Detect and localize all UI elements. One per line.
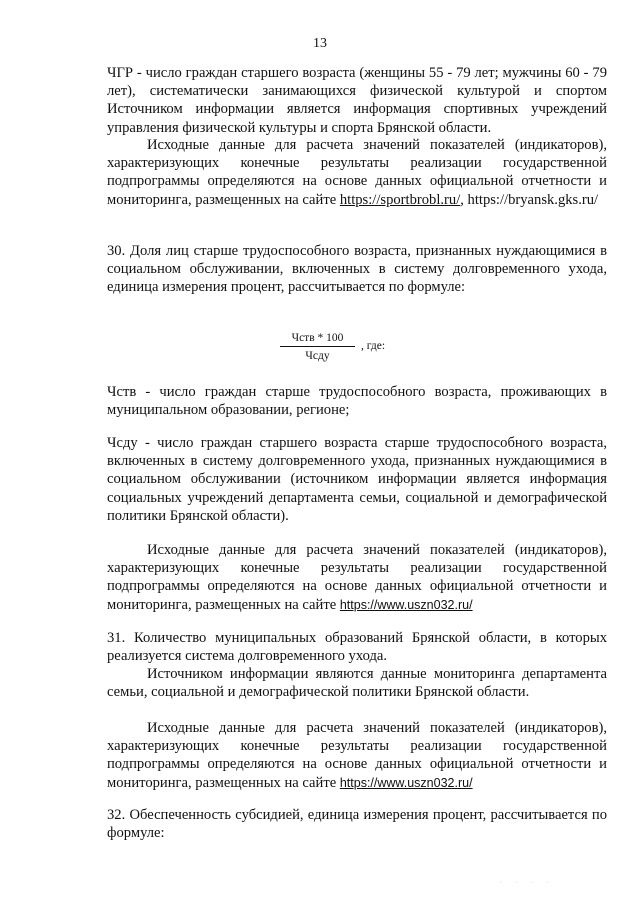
- paragraph-text: Исходные данные для расчета значений показателей (индикаторов), характеризующих конечные результаты реализации государственной подпрограммы определяются на основе данных официальной отчетности и мониторинга, размещенных на сайте: [107, 137, 607, 208]
- paragraph-chgr-definition: ЧГР - число граждан старшего возраста (женщины 55 - 79 лет; мужчины 60 - 79 лет), систематически занимающихся физической культурой и спортом Источником информации является информация спортивных учреждений управления физической культуры и спорта Брянской области.: [107, 65, 607, 136]
- uszn032-link[interactable]: https://www.uszn032.ru/: [339, 597, 473, 612]
- formula-fraction: [280, 332, 355, 362]
- formula: [280, 332, 385, 362]
- paragraph-source-data-uszn-2: [107, 719, 607, 792]
- item-31: 31. Количество муниципальных образований Брянской области, в которых реализуется система долговременного ухода.: [107, 630, 607, 665]
- paragraph-source-data-uszn-1: [107, 541, 607, 614]
- definition-chsdu: Чсду - число граждан старшего возраста старше трудоспособного возраста, включенных в систему долговременного ухода, признанных нуждающимися в социальном обслуживании (источником информации является информация социальных учреждений департамента семьи, социальной и демографической политики Брянской области).: [107, 435, 607, 524]
- paragraph-text: Исходные данные для расчета значений показателей (индикаторов), характеризующих конечные результаты реализации государственной подпрограммы определяются на основе данных официальной отчетности и мониторинга, размещенных на сайте: [107, 720, 607, 791]
- sportbrobl-link[interactable]: https://sportbrobl.ru/: [339, 191, 461, 208]
- item-32: 32. Обеспеченность субсидией, единица измерения процент, рассчитывается по формуле:: [107, 807, 607, 842]
- definition-chstv: Чств - число граждан старше трудоспособного возраста, проживающих в муниципальном образовании, регионе;: [107, 384, 607, 419]
- formula-numerator: Чств * 100: [280, 332, 355, 347]
- bryansk-gks-text: , https://bryansk.gks.ru/: [460, 191, 599, 208]
- paragraph-text: Исходные данные для расчета значений показателей (индикаторов), характеризующих конечные результаты реализации государственной подпрограммы определяются на основе данных официальной отчетности и мониторинга, размещенных на сайте: [107, 542, 607, 613]
- page-number: 13: [313, 36, 327, 51]
- formula-suffix: , где:: [361, 340, 386, 352]
- uszn032-link[interactable]: https://www.uszn032.ru/: [339, 775, 473, 790]
- scan-specks: · · · ·: [500, 880, 555, 886]
- paragraph-source-data-sport: [107, 136, 607, 209]
- item-30: 30. Доля лиц старше трудоспособного возраста, признанных нуждающимися в социальном обслуживании, включенных в систему долговременного ухода, единица измерения процент, рассчитывается по формуле:: [107, 243, 607, 296]
- paragraph-source-monitoring: Источником информации являются данные мониторинга департамента семьи, социальной и демографической политики Брянской области.: [107, 666, 607, 701]
- formula-denominator: Чсду: [305, 350, 330, 362]
